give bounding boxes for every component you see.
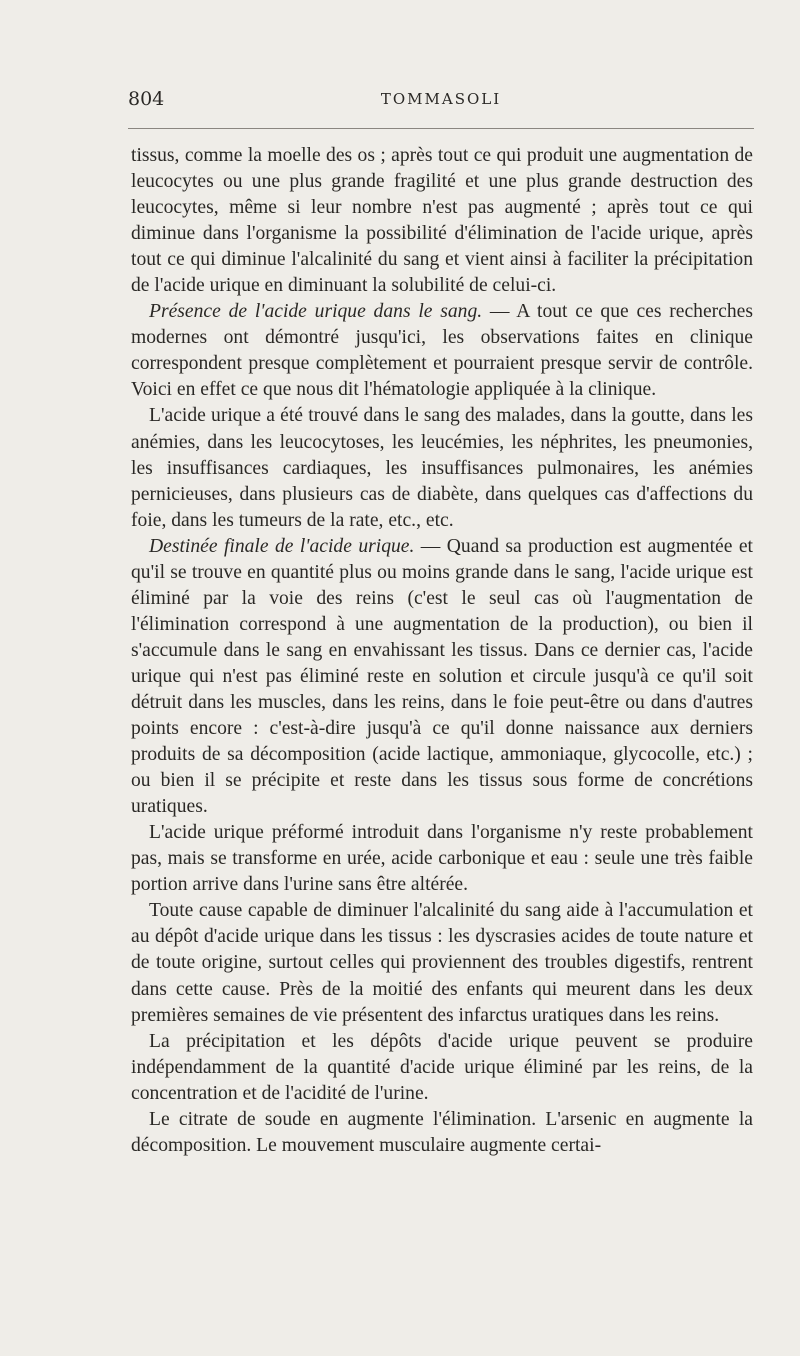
paragraph-text: La précipitation et les dépôts d'acide urique peuvent se produire indépendamment de la quantité d'acide urique éliminé par les reins, de la concentration et de l'acidité de l'urine. <box>131 1030 753 1104</box>
running-head: TOMMASOLI <box>380 90 502 108</box>
section-title: Présence de l'acide urique dans le sang. <box>149 301 483 323</box>
paragraph <box>131 534 753 821</box>
paragraph <box>131 898 753 1028</box>
page-header <box>128 88 754 114</box>
paragraph <box>131 403 753 533</box>
paragraph <box>131 1029 753 1107</box>
body-text <box>131 143 753 1159</box>
paragraph-text: L'acide urique a été trouvé dans le sang des malades, dans la goutte, dans les anémies, dans les leucocytoses, les leucémies, les néphrites, les pneumonies, les insuffisances cardiaques, les insuffisances pulmonaires, les anémies pernicieuses, dans plusieurs cas de diabète, dans quelques cas d'affections du foie, dans les tumeurs de la rate, etc., etc. <box>131 405 753 531</box>
paragraph-text: tissus, comme la moelle des os ; après tout ce qui produit une augmentation de leucocytes ou une plus grande fragilité et une plus grande destruction des leucocytes, même si leur nombre n'est pas augmenté ; après tout ce qui diminue dans l'organisme la possibilité d'élimination de l'acide urique, après tout ce qui diminue l'alcalinité du sang et vient ainsi à faciliter la précipitation de l'acide urique en diminuant la solubilité de celui-ci. <box>131 145 753 297</box>
header-rule <box>128 128 754 129</box>
paragraph-text: — Quand sa production est augmentée et qu'il se trouve en quantité plus ou moins grande dans le sang, l'acide urique est éliminé par la voie des reins (c'est le seul cas où l'augmentation de l'élimination correspond à une augmentation de la production), ou bien il s'accumule dans le sang en envahissant les tissus. Dans ce dernier cas, l'acide urique qui n'est pas éliminé reste en solution et circule jusqu'à ce qu'il soit détruit dans les muscles, dans les reins, dans le foie peut-être ou dans d'autres points encore : c'est-à-dire jusqu'à ce qu'il donne naissance aux derniers produits de sa décomposition (acide lactique, ammoniaque, glycocolle, etc.) ; ou bien il se précipite et reste dans les tissus sous forme de concrétions uratiques. <box>131 535 753 818</box>
paragraph <box>131 143 753 299</box>
section-title: Destinée finale de l'acide urique. <box>149 535 415 557</box>
paragraph-text: Toute cause capable de diminuer l'alcalinité du sang aide à l'accumulation et au dépôt d'acide urique dans les tissus : les dyscrasies acides de toute nature et de toute origine, surtout celles qui proviennent des troubles digestifs, rentrent dans cette cause. Près de la moitié des enfants qui meurent dans les deux premières semaines de vie présentent des infarctus uratiques dans les reins. <box>131 900 753 1026</box>
paragraph-text: Le citrate de soude en augmente l'élimination. L'arsenic en augmente la décomposition. Le mouvement musculaire augmente certai- <box>131 1108 753 1156</box>
paragraph <box>131 299 753 403</box>
page-number: 804 <box>128 88 165 110</box>
paragraph-text: L'acide urique préformé introduit dans l'organisme n'y reste probablement pas, mais se transforme en urée, acide carbonique et eau : seule une très faible portion arrive dans l'urine sans être altérée. <box>131 822 753 896</box>
paragraph <box>131 1107 753 1159</box>
paragraph-text: — A tout ce que ces recherches modernes ont démontré jusqu'ici, les observations faites en clinique correspondent presque complètement et pourraient presque servir de contrôle. Voici en effet ce que nous dit l'hématologie appliquée à la clinique. <box>131 301 753 401</box>
paragraph <box>131 820 753 898</box>
